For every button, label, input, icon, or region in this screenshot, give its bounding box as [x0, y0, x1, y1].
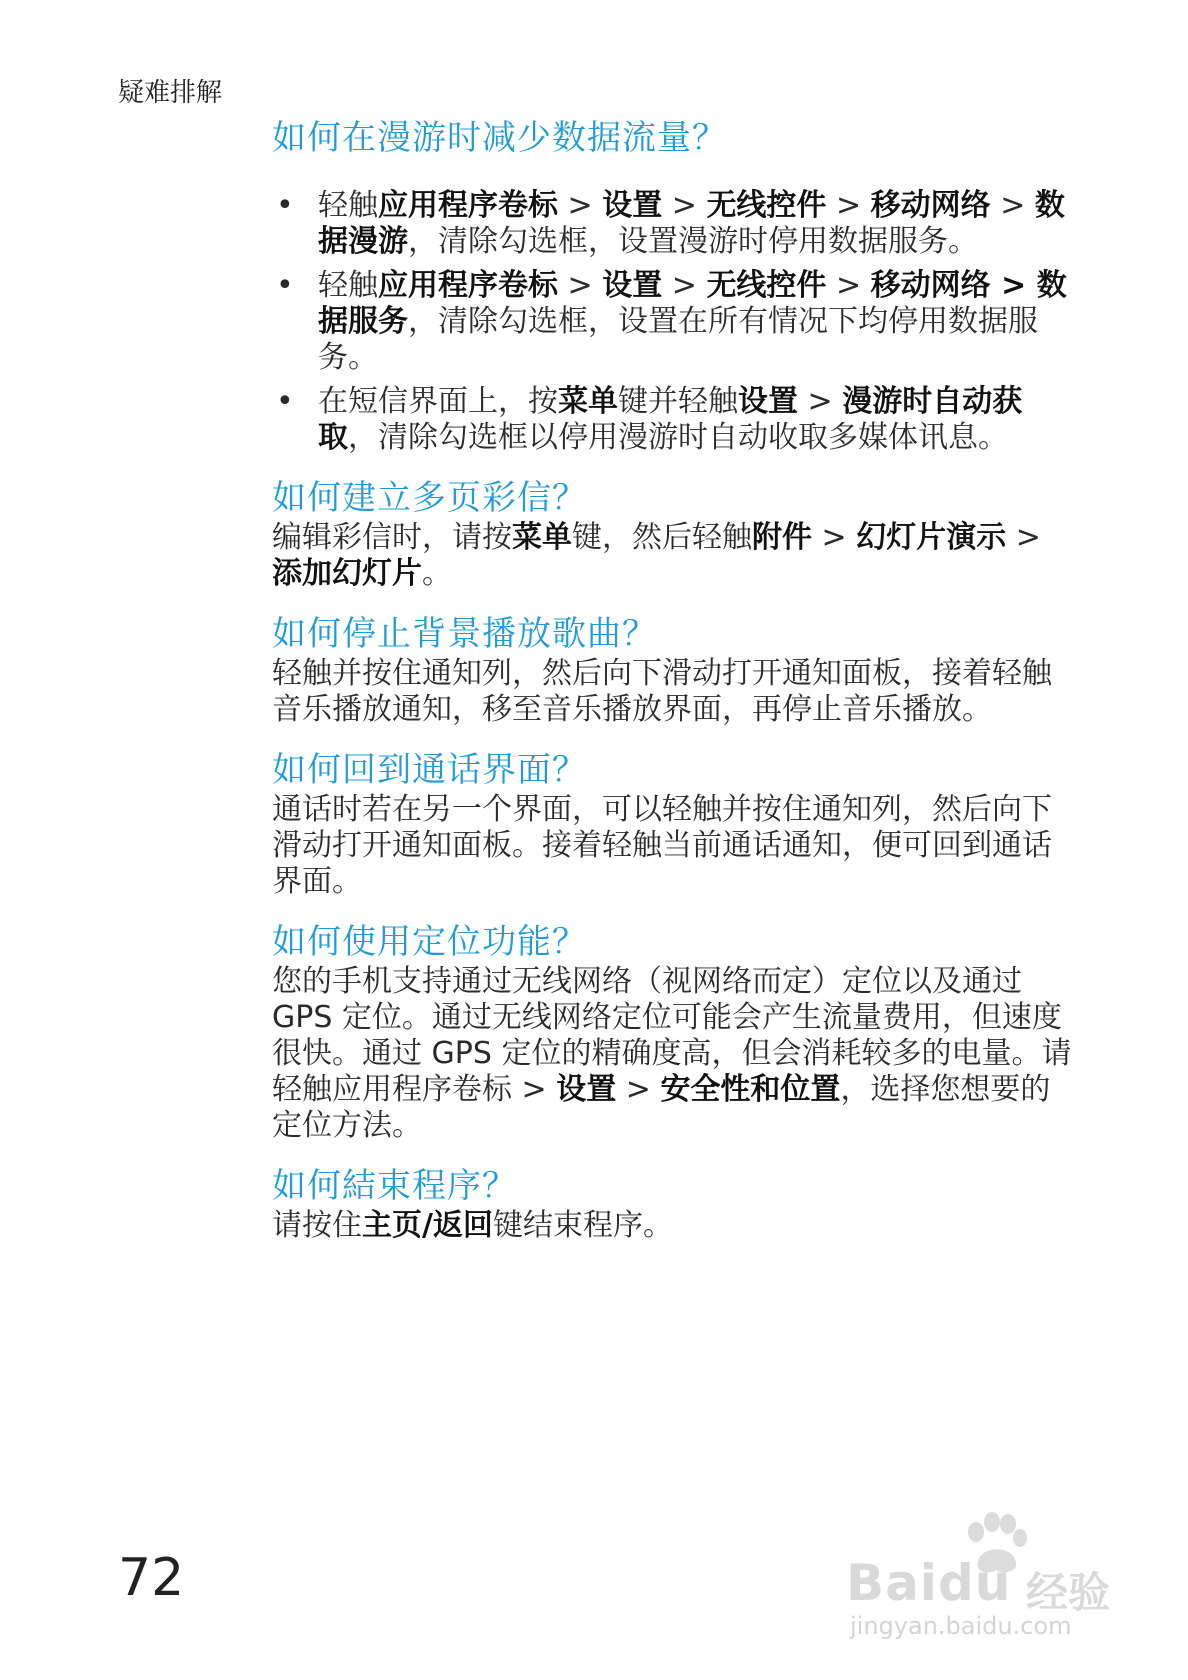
bold-term: 数据服务 — [318, 268, 1067, 339]
section-paragraph — [272, 656, 1072, 728]
running-header: 疑难排解 — [118, 78, 223, 108]
text-run: ，选择您想要的定位方法。 — [272, 1072, 1051, 1143]
text-run: > — [990, 188, 1035, 223]
section-paragraph — [272, 1208, 1072, 1244]
list-item-text — [318, 268, 1067, 375]
section-paragraph — [272, 520, 1072, 592]
bold-term: 无线控件 — [706, 188, 827, 223]
section-paragraph — [272, 964, 1072, 1144]
bullet-list — [272, 188, 1072, 456]
text-run: 键，然后轻触 — [572, 520, 752, 555]
bold-term: 菜单 — [558, 384, 618, 419]
section-title: 如何停止背景播放歌曲？ — [272, 614, 657, 654]
text-run: > — [812, 520, 857, 555]
section-title: 如何使用定位功能？ — [272, 922, 587, 962]
bold-term: 设置 — [738, 384, 798, 419]
bold-term: 菜单 — [512, 520, 572, 555]
bold-term: 附件 — [752, 520, 812, 555]
list-item-text — [318, 188, 1065, 259]
text-run: ，清除勾选框以停用漫游时自动收取多媒体讯息。 — [348, 420, 1008, 455]
text-run: > — [662, 188, 707, 223]
section-title: 如何回到通话界面？ — [272, 750, 587, 790]
bold-term: 漫游时自动获取 — [318, 384, 1023, 455]
list-item — [272, 268, 1072, 376]
text-run: 编辑彩信时，请按 — [272, 520, 512, 555]
bullet-icon: • — [276, 188, 294, 223]
bold-term: 移动网络 — [870, 268, 991, 303]
bold-term: 设置 — [556, 1072, 617, 1107]
list-item-text — [318, 384, 1022, 455]
text-run: ，清除勾选框，设置在所有情况下均停用数据服务。 — [318, 304, 1038, 375]
bold-term: 应用程序卷标 — [378, 268, 558, 303]
bold-term: > — [990, 268, 1037, 303]
watermark-url: jingyan.baidu.com — [850, 1612, 1072, 1640]
bullet-icon: • — [276, 268, 294, 303]
text-run: 您的手机支持通过无线网络（视网络而定）定位以及通过 GPS 定位。通过无线网络定位可能会产生流量费用，但速度很快。通过 GPS 定位的精确度高，但会消耗较多的电量。请轻触应用程序卷标 > — [272, 964, 1072, 1107]
text-run: 轻触 — [318, 188, 378, 223]
section-title: 如何在漫游时减少数据流量？ — [272, 118, 727, 158]
text-run: 请按住 — [272, 1208, 362, 1243]
watermark-brand-cn: 经验 — [1026, 1568, 1111, 1617]
section-title: 如何結束程序？ — [272, 1166, 517, 1206]
baidu-watermark — [846, 1510, 1146, 1640]
bold-term: 安全性和位置 — [660, 1072, 841, 1107]
text-run: ，清除勾选框，设置漫游时停用数据服务。 — [408, 224, 978, 259]
bold-term: 主页/返回 — [362, 1208, 493, 1243]
list-item — [272, 188, 1072, 260]
bold-term: 添加幻灯片 — [272, 556, 422, 591]
list-item — [272, 384, 1072, 456]
text-run: 键并轻触 — [618, 384, 738, 419]
text-run: > — [1006, 520, 1041, 555]
text-run: > — [826, 188, 871, 223]
bold-term: 应用程序卷标 — [378, 188, 558, 223]
text-run: > — [558, 188, 603, 223]
bold-term: 幻灯片演示 — [856, 520, 1007, 555]
bullet-icon: • — [276, 384, 294, 419]
text-run: > — [558, 268, 603, 303]
text-run: 键结束程序。 — [492, 1208, 673, 1243]
document-body — [272, 118, 1072, 1244]
text-run: 。 — [422, 556, 452, 591]
bold-term: 数据漫游 — [318, 188, 1065, 259]
watermark-brand: Baidu — [846, 1554, 1012, 1612]
section-title: 如何建立多页彩信？ — [272, 478, 587, 518]
bold-term: 移动网络 — [870, 188, 991, 223]
text-run: > — [616, 1072, 661, 1107]
text-run: 在短信界面上，按 — [318, 384, 558, 419]
text-run: 轻触并按住通知列，然后向下滑动打开通知面板，接着轻触音乐播放通知，移至音乐播放界面，再停止音乐播放。 — [272, 656, 1052, 727]
page-number: 72 — [118, 1548, 185, 1608]
text-run: > — [662, 268, 707, 303]
bold-term: 设置 — [602, 188, 663, 223]
bold-term: 设置 — [602, 268, 663, 303]
text-run: 通话时若在另一个界面，可以轻触并按住通知列，然后向下滑动打开通知面板。接着轻触当前通话通知，便可回到通话界面。 — [272, 792, 1052, 899]
text-run: 轻触 — [318, 268, 378, 303]
text-run: > — [798, 384, 843, 419]
bold-term: 无线控件 — [706, 268, 827, 303]
section-paragraph — [272, 792, 1072, 900]
text-run: > — [826, 268, 871, 303]
